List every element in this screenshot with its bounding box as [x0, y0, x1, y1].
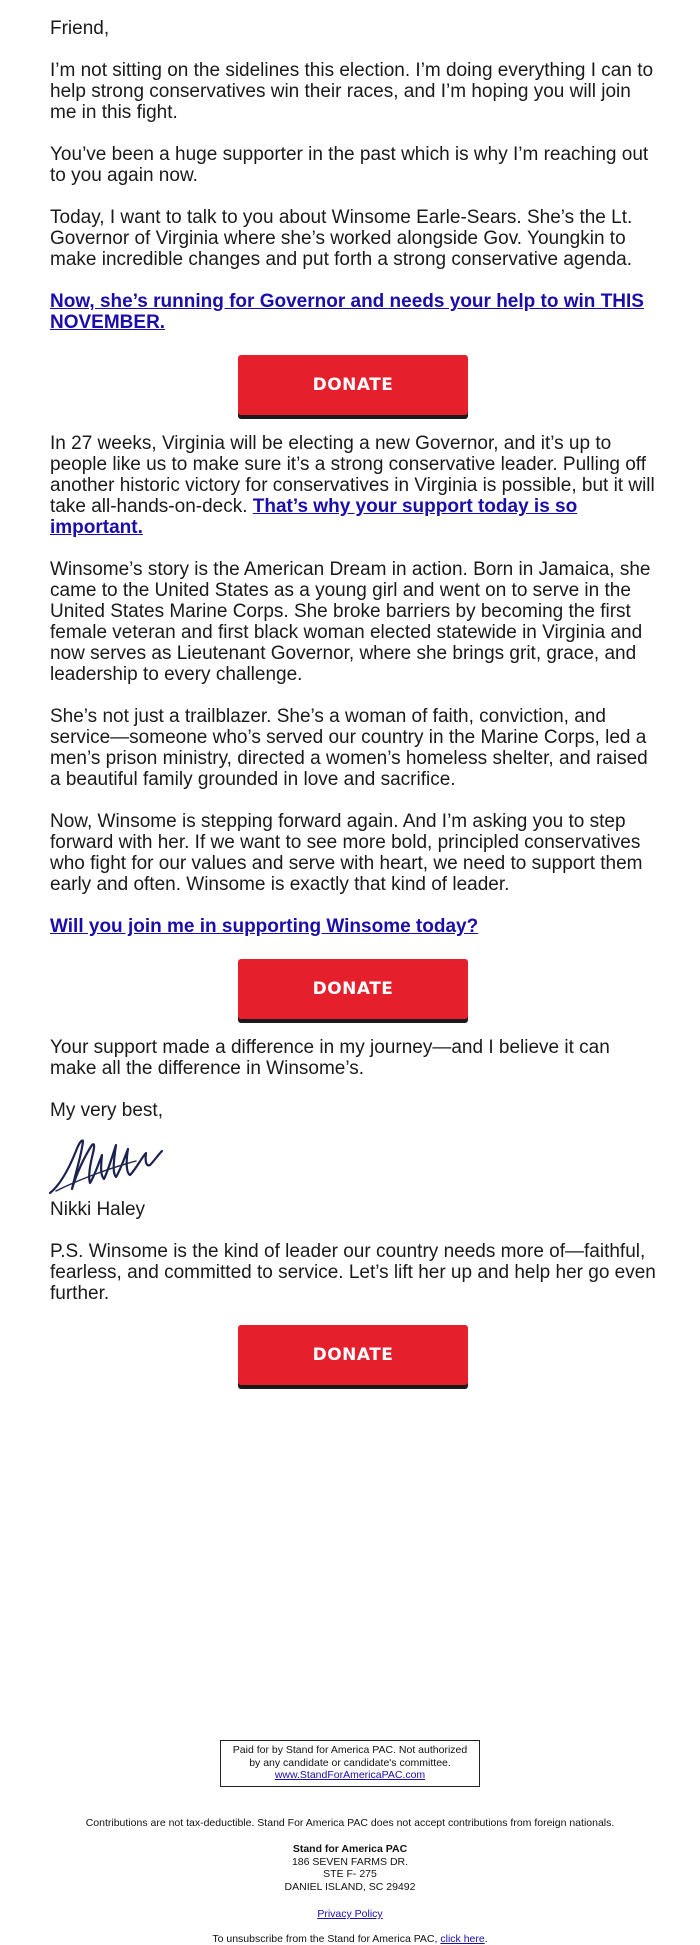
donate-button-1[interactable]: DONATE — [238, 355, 468, 415]
cta-join-me — [50, 916, 656, 937]
signature-scribble — [46, 1131, 166, 1197]
paragraph-stepping-forward: Now, Winsome is stepping forward again. And I’m asking you to step forward with her. If we want to see more bold, principled conservatives who fight for our values and serve with heart, we need to support them early and often. Winsome is exactly that kind of leader. — [50, 811, 656, 895]
donate-button-3[interactable]: DONATE — [238, 1325, 468, 1385]
donate-button-container-3 — [50, 1325, 656, 1385]
greeting: Friend, — [50, 18, 656, 39]
paragraph-winsome-intro: Today, I want to talk to you about Winsome Earle-Sears. She’s the Lt. Governor of Virginia where she’s worked alongside Gov. Youngkin to make incredible changes and put forth a strong conservative agenda. — [50, 207, 656, 270]
unsubscribe-row — [0, 1933, 700, 1945]
mailing-address — [0, 1843, 700, 1893]
paragraph-27-weeks-text: In 27 weeks, Virginia will be electing a new Governor, and it’s up to people like us to make sure it’s a strong conservative leader. Pulling off another historic victory for conservatives in Virginia is possible, but it will take all-hands-on-deck. — [50, 433, 655, 517]
donate-button-container-2 — [50, 959, 656, 1019]
email-body — [50, 0, 656, 1403]
address-line-2: STE F- 275 — [0, 1868, 700, 1881]
email-footer — [0, 1740, 700, 1945]
paragraph-american-dream: Winsome’s story is the American Dream in action. Born in Jamaica, she came to the United States as a young girl and went on to serve in the United States Marine Corps. She broke barriers by becoming the first female veteran and first black woman elected statewide in Virginia and now serves as Lieutenant Governor, where she brings grit, grace, and leadership to every challenge. — [50, 559, 656, 685]
paragraph-27-weeks — [50, 433, 656, 538]
paragraph-your-support: Your support made a difference in my journey—and I believe it can make all the difference in Winsome’s. — [50, 1037, 656, 1079]
unsubscribe-text: To unsubscribe from the Stand for America PAC, — [212, 1933, 437, 1945]
paragraph-trailblazer: She’s not just a trailblazer. She’s a woman of faith, conviction, and service—someone who’s served our country in the Marine Corps, led a men’s prison ministry, directed a women’s homeless shelter, and raised a beautiful family grounded in love and sacrifice. — [50, 706, 656, 790]
donate-button-2[interactable]: DONATE — [238, 959, 468, 1019]
paragraph-supporter: You’ve been a huge supporter in the past which is why I’m reaching out to you again now. — [50, 144, 656, 186]
pac-website-link[interactable]: www.StandForAmericaPAC.com — [275, 1769, 425, 1781]
paragraph-ps: P.S. Winsome is the kind of leader our country needs more of—faithful, fearless, and committed to service. Let’s lift her up and help her go even further. — [50, 1241, 656, 1304]
privacy-policy-link[interactable]: Privacy Policy — [317, 1908, 382, 1920]
paragraph-sidelines: I’m not sitting on the sidelines this election. I’m doing everything I can to help strong conservatives win their races, and I’m hoping you will join me in this fight. — [50, 60, 656, 123]
privacy-policy-row — [0, 1908, 700, 1921]
unsubscribe-period: . — [485, 1933, 488, 1945]
paid-for-line-1: Paid for by Stand for America PAC. Not authorized — [229, 1744, 471, 1757]
cta-support-important-link[interactable]: That’s why your support today is so important. — [50, 496, 577, 538]
address-line-1: 186 SEVEN FARMS DR. — [0, 1856, 700, 1869]
org-name: Stand for America PAC — [0, 1843, 700, 1856]
address-line-3: DANIEL ISLAND, SC 29492 — [0, 1881, 700, 1894]
cta-join-me-link[interactable]: Will you join me in supporting Winsome today? — [50, 916, 478, 937]
contributions-disclaimer: Contributions are not tax-deductible. Stand For America PAC does not accept contributions from foreign nationals. — [0, 1817, 700, 1830]
cta-running-governor — [50, 291, 656, 333]
paid-for-line-2: by any candidate or candidate's committee. — [229, 1757, 471, 1770]
cta-running-governor-link[interactable]: Now, she’s running for Governor and needs your help to win THIS NOVEMBER. — [50, 291, 644, 333]
paid-for-by-box — [220, 1740, 480, 1787]
signoff: My very best, — [50, 1100, 656, 1121]
signer-name: Nikki Haley — [50, 1199, 656, 1220]
signature-image — [46, 1131, 166, 1197]
unsubscribe-link[interactable]: click here — [440, 1933, 484, 1945]
donate-button-container-1 — [50, 355, 656, 415]
